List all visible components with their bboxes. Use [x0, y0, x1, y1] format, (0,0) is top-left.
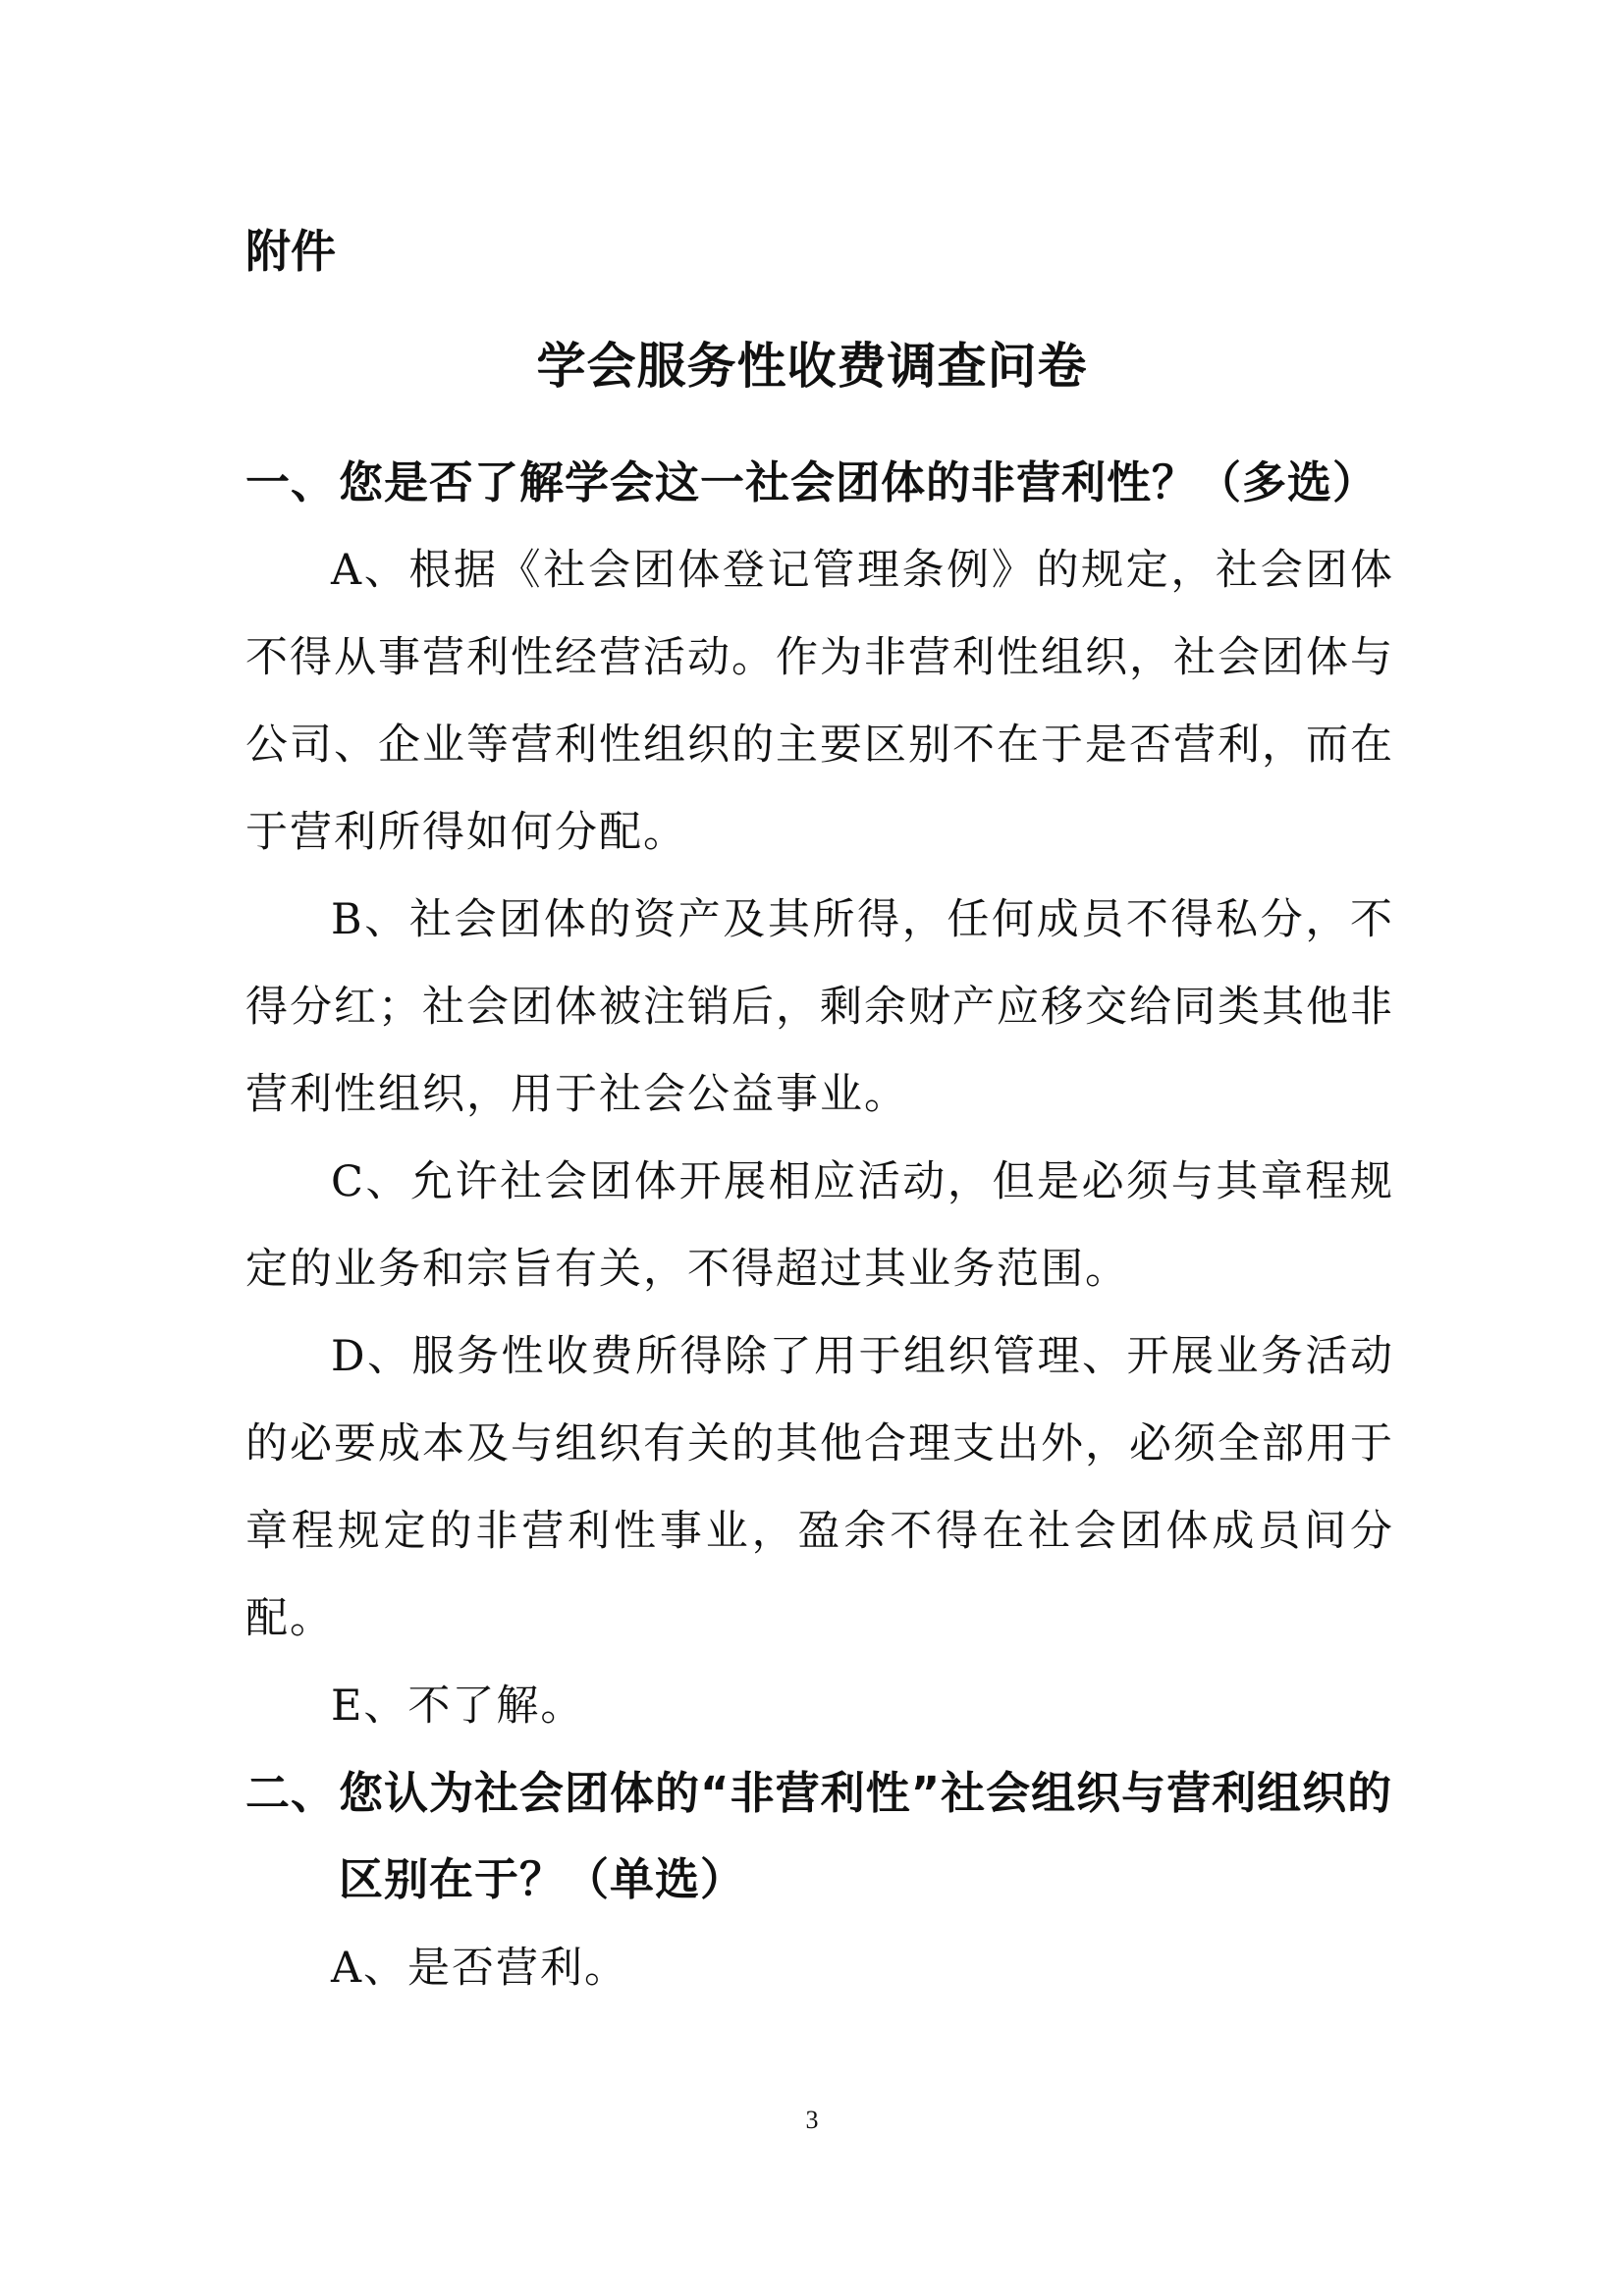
question-2-text-line2: 区别在于？（单选）: [339, 1853, 746, 1905]
question-2-option-a: A、是否营利。: [331, 1944, 629, 1993]
question-1-text: 您是否了解学会这一社会团体的非营利性？（多选）: [339, 456, 1379, 508]
question-1-option-d: D、服务性收费所得除了用于组织管理、开展业务活动的必要成本及与组织有关的其他合理支出外，必须全部用于章程规定的非营利性事业，盈余不得在社会团体成员间分配。: [245, 1332, 1394, 1643]
annex-label: 附件: [245, 225, 336, 278]
question-1-option-e: E、不了解。: [331, 1682, 585, 1731]
question-1-option-a: A、根据《社会团体登记管理条例》的规定，社会团体不得从事营利性经营活动。作为非营利性组织，社会团体与公司、企业等营利性组织的主要区别不在于是否营利，而在于营利所得如何分配。: [245, 546, 1394, 857]
page-title: 学会服务性收费调查问卷: [536, 338, 1088, 395]
page-number: 3: [805, 2106, 819, 2134]
question-2-number: 二、: [245, 1767, 337, 1819]
question-2-heading: [245, 1750, 1394, 1923]
question-1-number: 一、: [245, 456, 337, 508]
question-1-heading: [245, 440, 1394, 526]
question-1-option-b: B、社会团体的资产及其所得，任何成员不得私分，不得分红；社会团体被注销后，剩余财产应移交给同类其他非营利性组织，用于社会公益事业。: [245, 895, 1394, 1119]
question-2-text-line1: 您认为社会团体的“非营利性”社会组织与营利组织的: [339, 1767, 1393, 1819]
question-1-option-c: C、允许社会团体开展相应活动，但是必须与其章程规定的业务和宗旨有关，不得超过其业务范围。: [245, 1157, 1394, 1294]
